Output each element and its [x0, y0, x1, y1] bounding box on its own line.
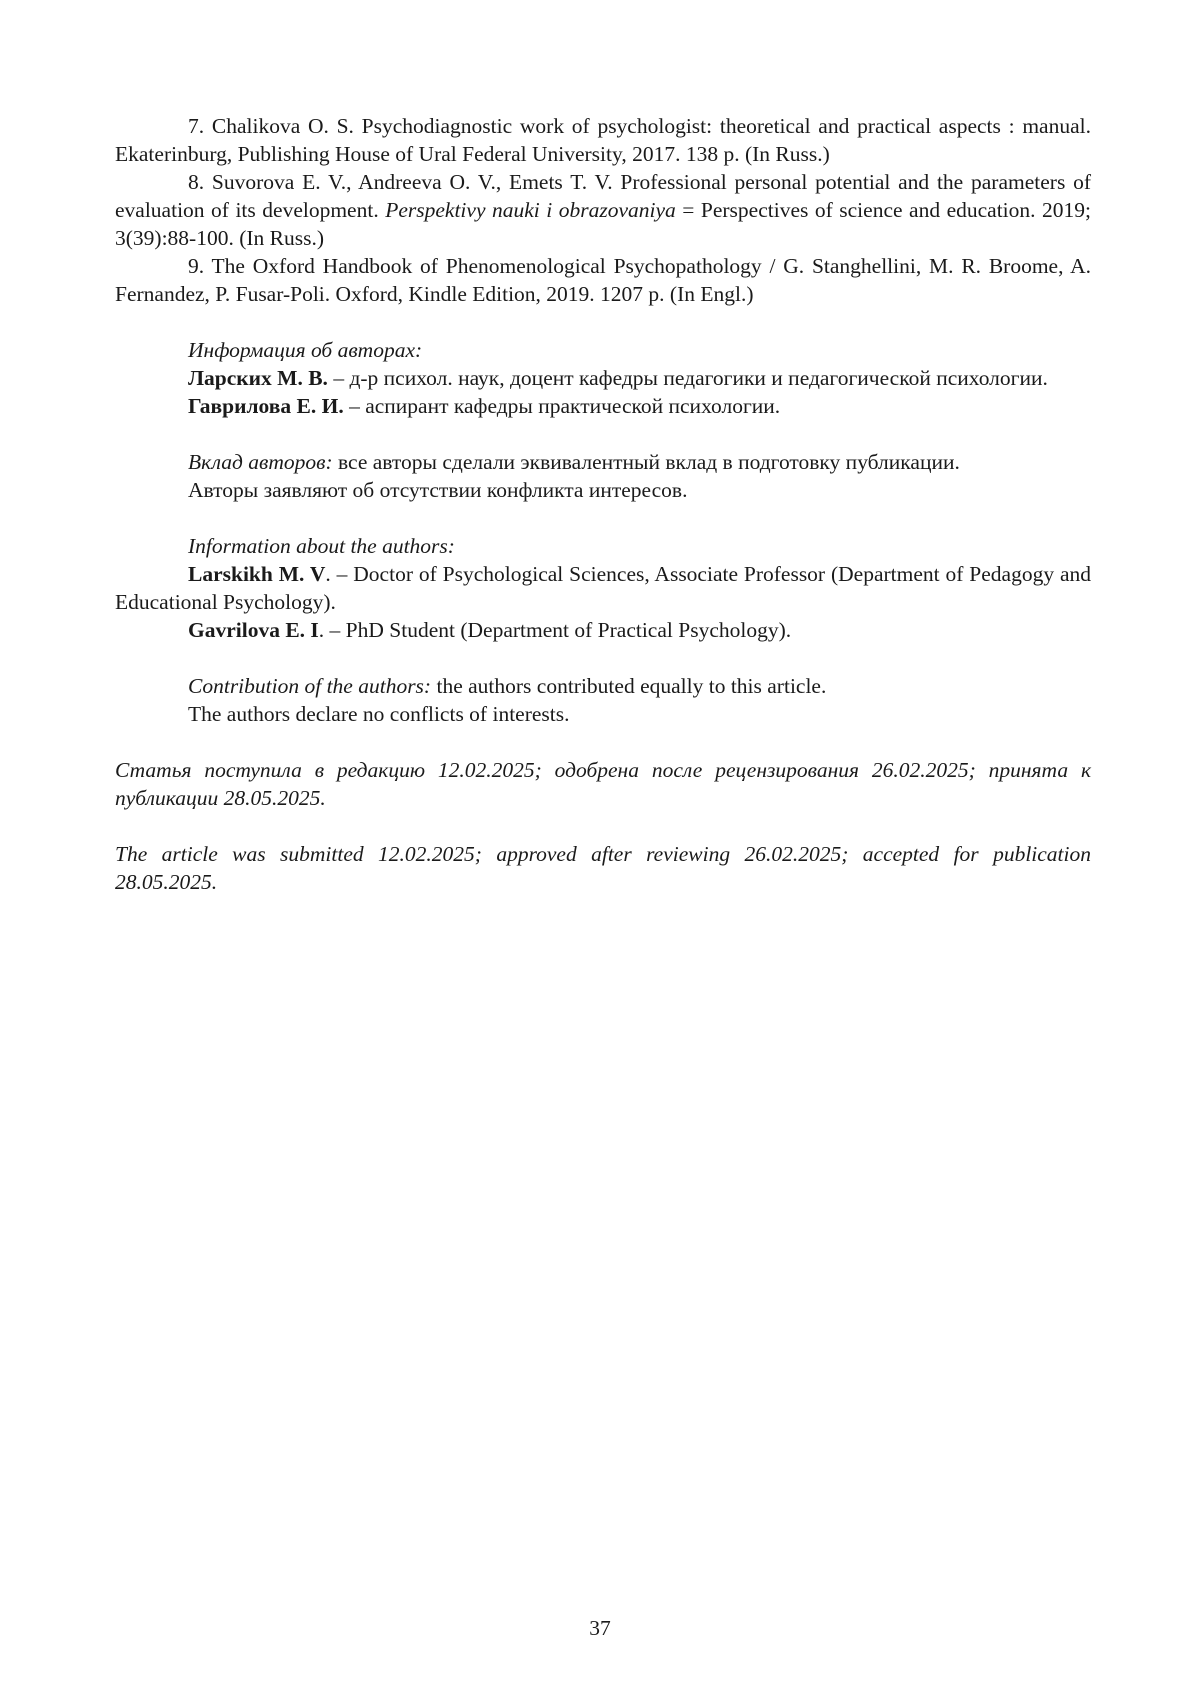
- author-entry: [115, 560, 1091, 616]
- reference-number: 7.: [188, 114, 205, 138]
- page-number: 37: [589, 1616, 611, 1640]
- author-description: – д-р психол. наук, доцент кафедры педагогики и педагогической психологии.: [327, 366, 1048, 390]
- author-entry: [115, 364, 1091, 392]
- article-dates-en: The article was submitted 12.02.2025; approved after reviewing 26.02.2025; accepted for publication 28.05.2025.: [115, 842, 1091, 894]
- author-name: Larskikh M. V: [188, 562, 326, 586]
- contribution-label: Вклад авторов:: [188, 450, 333, 474]
- author-name: Gavrilova E. I: [188, 618, 319, 642]
- authors-info-ru: [115, 336, 1091, 420]
- contribution-line: [115, 448, 1091, 476]
- reference-number: 8.: [188, 170, 205, 194]
- authors-heading-ru: Информация об авторах:: [188, 338, 423, 362]
- conflict-statement: Авторы заявляют об отсутствии конфликта интересов.: [188, 478, 688, 502]
- reference-journal: Perspektivy nauki i obrazovaniya: [385, 198, 676, 222]
- author-name: Гаврилова Е. И.: [188, 394, 344, 418]
- authors-info-en: [115, 532, 1091, 644]
- reference-item: [115, 252, 1091, 308]
- reference-text: = Perspectives of science and education. 2019; 3(39):88-100. (In Russ.): [115, 198, 1091, 250]
- author-name: Ларских М. В.: [188, 366, 328, 390]
- reference-text: The Oxford Handbook of Phenomenological Psychopathology / G. Stanghellini, M. R. Broome, A. Fernandez, P. Fusar-Poli. Oxford, Kindle Edition, 2019. 1207 p. (In Engl.): [115, 254, 1091, 306]
- article-dates-ru: Статья поступила в редакцию 12.02.2025; одобрена после рецензирования 26.02.2025; принята к публикации 28.05.2025.: [115, 758, 1091, 810]
- reference-text: Chalikova O. S. Psychodiagnostic work of psychologist: theoretical and practical aspects : manual. Ekaterinburg, Publishing House of Ural Federal University, 2017. 138 p. (In Russ.): [115, 114, 1091, 166]
- contribution-text: the authors contributed equally to this article.: [431, 674, 827, 698]
- reference-number: 9.: [188, 254, 205, 278]
- contribution-text: все авторы сделали эквивалентный вклад в подготовку публикации.: [332, 450, 960, 474]
- contribution-ru: [115, 448, 1091, 504]
- author-description: – аспирант кафедры практической психологии.: [343, 394, 781, 418]
- references-list: [115, 112, 1091, 308]
- conflict-statement: The authors declare no conflicts of interests.: [188, 702, 570, 726]
- author-description: . – Doctor of Psychological Sciences, Associate Professor (Department of Pedagogy and Educational Psychology).: [115, 562, 1091, 614]
- contribution-label: Contribution of the authors:: [188, 674, 432, 698]
- page-content: [115, 112, 1091, 896]
- reference-text: Suvorova E. V., Andreeva O. V., Emets T. V. Professional personal potential and the parameters of evaluation of its development.: [115, 170, 1092, 222]
- author-entry: [115, 392, 1091, 420]
- contribution-en: [115, 672, 1091, 728]
- author-entry: [115, 616, 1091, 644]
- reference-item: [115, 168, 1091, 252]
- reference-item: [115, 112, 1091, 168]
- author-description: . – PhD Student (Department of Practical Psychology).: [318, 618, 792, 642]
- authors-heading-en: Information about the authors:: [188, 534, 455, 558]
- contribution-line: [115, 672, 1091, 700]
